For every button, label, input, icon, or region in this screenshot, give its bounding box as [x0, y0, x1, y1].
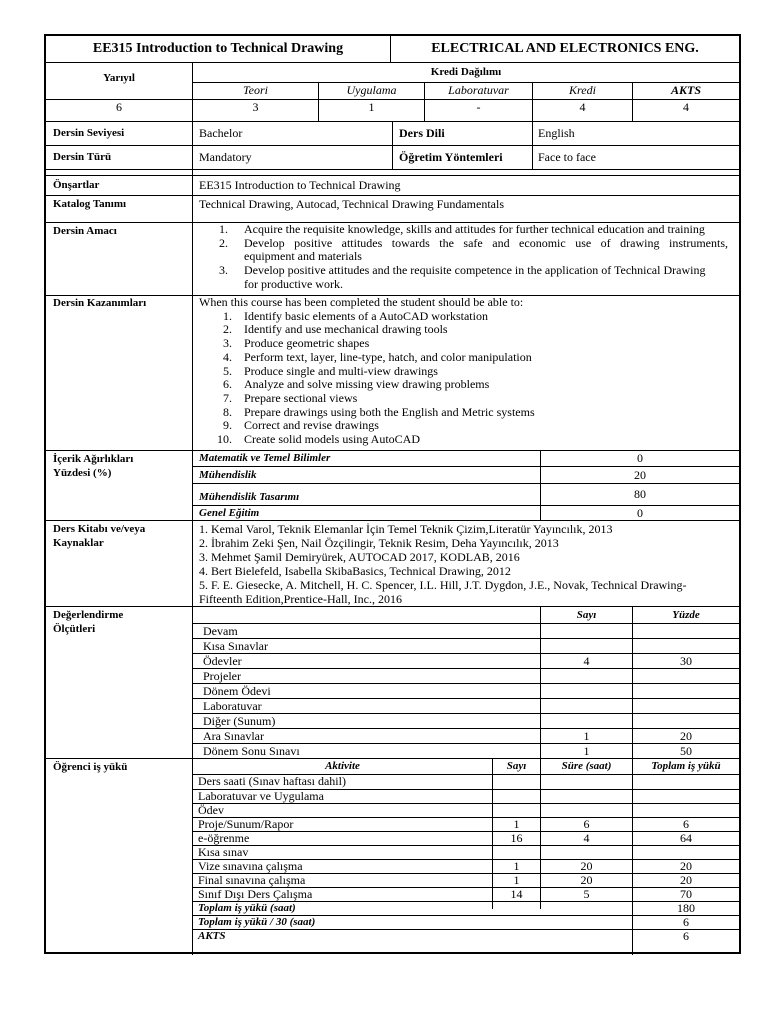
language-value: English	[538, 126, 575, 140]
outcome-text: Create solid models using AutoCAD	[244, 432, 420, 446]
assessment-item-name: Dönem Ödevi	[203, 684, 271, 698]
level-label: Dersin Seviyesi	[53, 127, 125, 139]
credit-col-akts: AKTS	[670, 83, 701, 97]
assessment-item-percent: 20	[680, 729, 692, 743]
outcome-text: Identify and use mechanical drawing tools	[244, 322, 448, 337]
workload-activity-duration: 5	[583, 887, 590, 901]
weight-value: 20	[634, 468, 646, 482]
outcomes-list-cell	[192, 296, 739, 451]
content-weights-section	[46, 450, 739, 521]
outcome-number: 5.	[223, 363, 232, 378]
weight-name: Mühendislik	[199, 469, 257, 481]
aim-number: 3.	[219, 263, 228, 278]
workload-activity-duration: 4	[583, 831, 590, 845]
type-method-row	[46, 145, 739, 170]
divider	[192, 483, 739, 484]
assessment-item-name: Devam	[203, 624, 238, 638]
workload-total-value: 6	[683, 929, 689, 943]
theory-value: 3	[252, 100, 259, 114]
assessment-item-percent: 50	[680, 744, 692, 758]
method-value: Face to face	[538, 150, 596, 164]
credit-col-lab: Laboratuvar	[448, 83, 509, 97]
outcome-text: Produce single and multi-view drawings	[244, 363, 438, 378]
language-value-cell	[532, 122, 739, 146]
workload-activity-name: Proje/Sunum/Rapor	[198, 817, 294, 831]
type-label: Dersin Türü	[53, 151, 112, 163]
lab-value: -	[476, 100, 481, 114]
textbook-line: 5. F. E. Giesecke, A. Mitchell, H. C. Spencer, I.L. Hill, J.T. Dygdon, J.E., Novak, Technical Drawing-	[199, 578, 687, 592]
workload-activity-count: 1	[513, 873, 520, 887]
workload-activity-count: 1	[513, 817, 520, 831]
assessment-item-percent: 30	[680, 654, 692, 668]
credit-col-theory: Teori	[243, 83, 268, 97]
credit-value: 4	[579, 100, 586, 114]
workload-activity-total: 64	[680, 831, 692, 845]
workload-activity-name: Ders saati (Sınav haftası dahil)	[198, 774, 346, 788]
assessment-item-count: 4	[583, 654, 590, 668]
assessment-col-percent: Yüzde	[672, 609, 700, 621]
workload-activity-name: Ödev	[198, 803, 224, 817]
outcome-number: 3.	[223, 336, 232, 351]
course-syllabus-table	[44, 34, 741, 954]
aim-text: Acquire the requisite knowledge, skills and attitudes for further technical education and training	[244, 223, 705, 236]
outcome-number: 10.	[217, 432, 232, 446]
outcome-number: 1.	[223, 308, 232, 323]
workload-activity-name: e-öğrenme	[198, 831, 250, 845]
textbooks-list-cell	[192, 521, 739, 607]
textbook-line: Fifteenth Edition,Prentice-Hall, Inc., 2016	[199, 592, 402, 606]
weight-name: Mühendislik Tasarımı	[199, 491, 300, 503]
language-label-cell	[392, 122, 532, 146]
catalog-value: Technical Drawing, Autocad, Technical Drawing Fundamentals	[199, 197, 505, 211]
assessment-item-name: Ara Sınavlar	[203, 729, 264, 743]
outcome-text: Perform text, layer, line-type, hatch, and color manipulation	[244, 349, 532, 364]
workload-col-activity: Aktivite	[325, 760, 360, 772]
assessment-item-name: Dönem Sonu Sınavı	[203, 744, 300, 758]
prerequisite-row	[46, 175, 739, 196]
outcome-text: Correct and revise drawings	[244, 418, 379, 433]
aim-text: equipment and materials	[244, 249, 362, 264]
credits-section	[46, 62, 739, 122]
outcomes-intro: When this course has been completed the student should be able to:	[199, 296, 524, 309]
textbooks-label: Kaynaklar	[53, 537, 104, 549]
assessment-col-count: Sayı	[576, 609, 597, 621]
catalog-row	[46, 195, 739, 223]
outcome-number: 7.	[223, 390, 232, 405]
textbook-line: 1. Kemal Varol, Teknik Elemanlar İçin Temel Teknik Çizim,Literatür Yayıncılık, 2013	[199, 522, 613, 536]
outcome-number: 6.	[223, 377, 232, 392]
method-value-cell	[532, 146, 739, 170]
assessment-item-count: 1	[583, 729, 590, 743]
department-cell	[390, 36, 739, 62]
prerequisite-value-cell	[192, 176, 739, 196]
workload-total-label: Toplam iş yükü (saat)	[198, 902, 296, 914]
aim-text: Develop positive attitudes towards the safe and economic use of drawing instruments,	[244, 235, 728, 250]
practice-value: 1	[368, 100, 375, 114]
outcome-text: Prepare sectional views	[244, 390, 358, 405]
language-label: Ders Dili	[399, 126, 445, 140]
aim-text: for productive work.	[244, 276, 343, 291]
workload-total-label: AKTS	[198, 930, 226, 942]
divider	[192, 638, 739, 639]
textbook-line: 3. Mehmet Şamil Demiryürek, AUTOCAD 2017, KODLAB, 2016	[199, 550, 520, 564]
level-value-cell	[192, 122, 392, 146]
outcome-number: 9.	[223, 418, 232, 433]
workload-section	[46, 758, 739, 955]
assessment-section	[46, 606, 739, 759]
workload-activity-total: 20	[680, 873, 692, 887]
assessment-item-name: Laboratuvar	[203, 699, 262, 713]
workload-col-total: Toplam iş yükü	[651, 760, 721, 772]
workload-col-duration: Süre (saat)	[561, 760, 612, 772]
textbooks-row	[46, 520, 739, 607]
workload-activity-name: Laboratuvar ve Uygulama	[198, 789, 324, 803]
semester-label: Yarıyıl	[103, 72, 135, 84]
type-value-cell	[192, 146, 392, 170]
divider	[192, 505, 739, 506]
prerequisite-value: EE315 Introduction to Technical Drawing	[199, 178, 401, 192]
workload-activity-total: 20	[680, 859, 692, 873]
assessment-item-count: 1	[583, 744, 590, 758]
aim-number: 2.	[219, 235, 228, 250]
divider	[192, 683, 739, 684]
divider	[192, 698, 739, 699]
divider	[46, 99, 739, 100]
workload-activity-count: 1	[513, 859, 520, 873]
workload-total-label: Toplam iş yükü / 30 (saat)	[198, 916, 316, 928]
weight-value: 0	[637, 506, 643, 520]
weight-name: Matematik ve Temel Bilimler	[199, 452, 331, 464]
credit-col-credit: Kredi	[569, 83, 596, 97]
weight-value: 0	[637, 451, 643, 465]
level-value: Bachelor	[199, 126, 243, 140]
textbooks-label: Ders Kitabı ve/veya	[53, 523, 146, 535]
workload-total-value: 6	[683, 915, 689, 929]
aim-text: Develop positive attitudes and the requisite competence in the application of Technical Drawing	[244, 263, 706, 278]
workload-activity-name: Kısa sınav	[198, 845, 249, 859]
course-title: EE315 Introduction to Technical Drawing	[92, 41, 344, 56]
divider	[192, 653, 739, 654]
outcome-text: Analyze and solve missing view drawing problems	[244, 377, 490, 392]
textbook-line: 4. Bert Bielefeld, Isabella SkibaBasics, Technical Drawing, 2012	[199, 564, 511, 578]
outcome-text: Identify basic elements of a AutoCAD workstation	[244, 308, 488, 323]
method-label-cell	[392, 146, 532, 170]
workload-activity-duration: 6	[583, 817, 590, 831]
divider	[192, 623, 739, 624]
department-name: ELECTRICAL AND ELECTRONICS ENG.	[431, 41, 699, 56]
assessment-label: Değerlendirme	[53, 609, 124, 621]
workload-activity-total: 6	[683, 817, 689, 831]
assessment-item-name: Diğer (Sunum)	[203, 714, 276, 728]
workload-label: Öğrenci iş yükü	[53, 761, 128, 773]
course-title-cell	[46, 36, 390, 62]
credit-col-practice: Uygulama	[346, 83, 397, 97]
aims-row	[46, 222, 739, 296]
workload-activity-count: 16	[510, 831, 523, 845]
workload-activity-count: 14	[510, 887, 523, 901]
semester-value: 6	[116, 100, 122, 114]
aim-number: 1.	[219, 223, 228, 236]
divider	[192, 466, 739, 467]
outcome-number: 8.	[223, 404, 232, 419]
weight-name: Genel Eğitim	[199, 507, 260, 519]
outcome-text: Prepare drawings using both the English and Metric systems	[244, 404, 535, 419]
workload-activity-total: 70	[680, 887, 692, 901]
credit-distribution-label: Kredi Dağılımı	[430, 66, 502, 78]
assessment-item-name: Kısa Sınavlar	[203, 639, 268, 653]
workload-activity-duration: 20	[580, 873, 593, 887]
workload-activity-name: Vize sınavına çalışma	[198, 859, 303, 873]
outcomes-label: Dersin Kazanımları	[53, 297, 147, 309]
assessment-item-name: Ödevler	[203, 654, 242, 668]
akts-value: 4	[683, 100, 689, 114]
header-row	[46, 36, 739, 62]
textbook-line: 2. İbrahim Zeki Şen, Nail Özçilingir, Teknik Resim, Deha Yayıncılık, 2013	[199, 536, 559, 550]
weight-value: 80	[634, 487, 646, 501]
catalog-label: Katalog Tanımı	[53, 198, 127, 210]
workload-activity-duration: 20	[580, 859, 593, 873]
catalog-value-cell	[192, 196, 739, 223]
outcome-number: 2.	[223, 322, 232, 337]
content-weights-label: Yüzdesi (%)	[53, 467, 112, 479]
workload-col-count: Sayı	[506, 760, 527, 772]
divider	[192, 451, 193, 521]
workload-total-value: 180	[677, 901, 695, 915]
aims-label: Dersin Amacı	[53, 225, 117, 237]
outcomes-row	[46, 295, 739, 451]
content-weights-label: İçerik Ağırlıkları	[53, 453, 134, 465]
type-value: Mandatory	[199, 150, 252, 164]
outcome-text: Produce geometric shapes	[244, 336, 370, 351]
outcome-number: 4.	[223, 349, 232, 364]
aims-list-cell	[192, 223, 739, 296]
prerequisite-label: Önşartlar	[53, 179, 100, 191]
workload-activity-name: Final sınavına çalışma	[198, 873, 306, 887]
assessment-label: Ölçütleri	[53, 623, 96, 635]
level-language-row	[46, 121, 739, 146]
workload-activity-name: Sınıf Dışı Ders Çalışma	[198, 887, 313, 901]
assessment-item-name: Projeler	[203, 669, 241, 683]
method-label: Öğretim Yöntemleri	[399, 150, 503, 164]
